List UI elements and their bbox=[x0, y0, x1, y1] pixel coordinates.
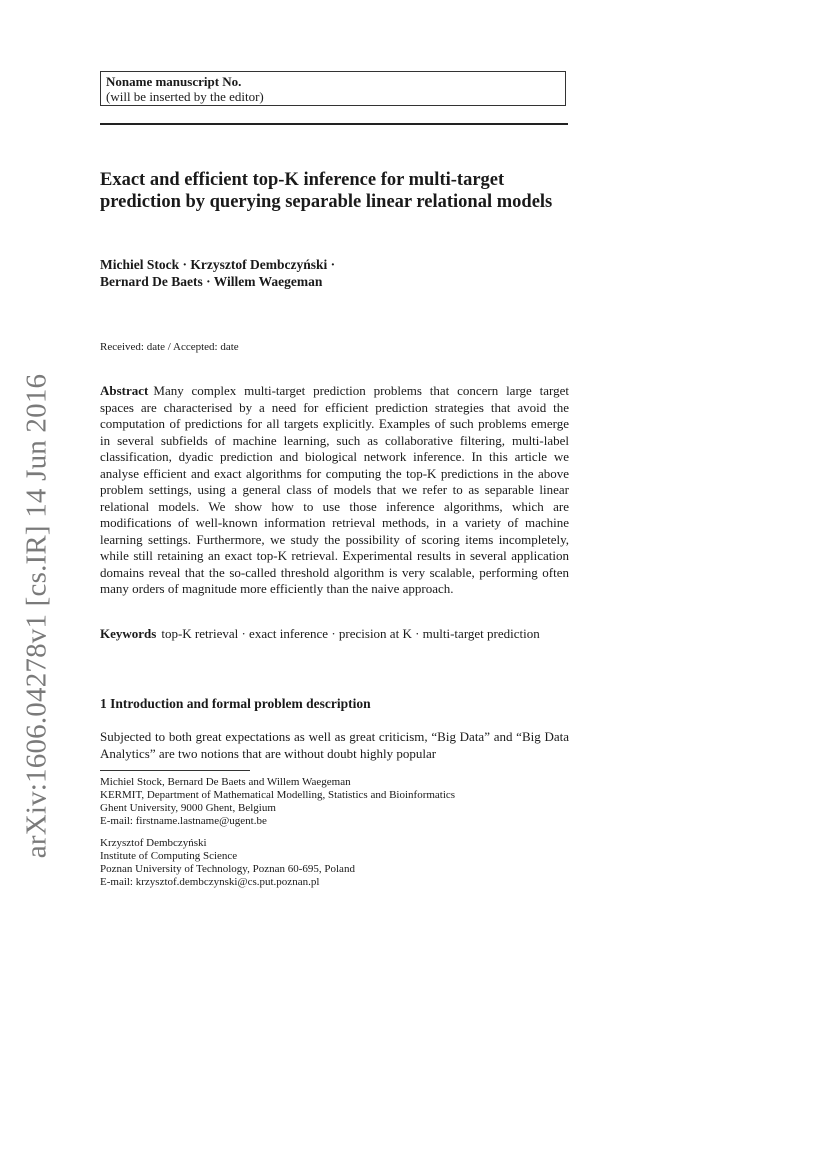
editor-note: (will be inserted by the editor) bbox=[106, 89, 264, 104]
received-date: Received: date / Accepted: date bbox=[100, 341, 239, 353]
header-rule bbox=[100, 123, 568, 125]
affiliation-line: Poznan University of Technology, Poznan 60-695, Poland bbox=[100, 863, 355, 875]
arxiv-stamp-text: arXiv:1606.04278v1 [cs.IR] 14 Jun 2016 bbox=[20, 373, 53, 859]
keywords-label: Keywords bbox=[100, 626, 157, 641]
keywords bbox=[100, 626, 569, 643]
keywords-text: top-K retrieval · exact inference · precision at K · multi-target prediction bbox=[161, 626, 540, 641]
intro-paragraph: Subjected to both great expectations as well as great criticism, “Big Data” and “Big Data Analytics” are two notions that are without doubt highly popular bbox=[100, 729, 569, 761]
affiliation-line: Ghent University, 9000 Ghent, Belgium bbox=[100, 802, 276, 814]
paper-title: Exact and efficient top-K inference for multi-target prediction by querying separable linear relational models bbox=[100, 170, 553, 212]
affiliation-email: E-mail: krzysztof.dembczynski@cs.put.poznan.pl bbox=[100, 876, 320, 888]
author-line-1: Michiel Stock · Krzysztof Dembczyński · bbox=[100, 257, 336, 272]
affiliation-line: KERMIT, Department of Mathematical Modelling, Statistics and Bioinformatics bbox=[100, 789, 456, 801]
author-list bbox=[100, 256, 568, 290]
section-heading: 1 Introduction and formal problem description bbox=[100, 696, 371, 711]
author-line-2: Bernard De Baets · Willem Waegeman bbox=[100, 274, 323, 289]
affiliation-block-1 bbox=[100, 776, 570, 828]
manuscript-number: Noname manuscript No. bbox=[106, 74, 242, 89]
abstract bbox=[100, 383, 569, 598]
affiliation-email: E-mail: firstname.lastname@ugent.be bbox=[100, 815, 267, 827]
affiliation-line: Institute of Computing Science bbox=[100, 850, 238, 862]
affiliation-block-2 bbox=[100, 837, 570, 889]
arxiv-stamp bbox=[20, 373, 53, 859]
manuscript-box bbox=[100, 71, 566, 106]
abstract-label: Abstract bbox=[100, 383, 149, 398]
footnote-rule bbox=[100, 770, 250, 771]
abstract-text: Many complex multi-target prediction problems that concern large target spaces are characterised by a need for efficient prediction strategies that avoid the computation of predictions for all targets explicitly. Examples of such problems emerge in several subfields of machine learning, such as collaborative filtering, multi-label classification, dyadic prediction and biological network inference. In this article we analyse efficient and exact algorithms for computing the top-K predictions in the above problem settings, using a general class of models that we refer to as separable linear relational models. We show how to use those inference algorithms, which are modifications of well-known information retrieval methods, in a variety of machine learning settings. Furthermore, we study the possibility of scoring items incompletely, while still retaining an exact top-K retrieval. Experimental results in several application domains reveal that the so-called threshold algorithm is very scalable, performing often many orders of magnitude more efficiently than the naive approach. bbox=[100, 383, 569, 596]
affiliation-line: Michiel Stock, Bernard De Baets and Willem Waegeman bbox=[100, 776, 351, 788]
affiliation-line: Krzysztof Dembczyński bbox=[100, 837, 207, 849]
